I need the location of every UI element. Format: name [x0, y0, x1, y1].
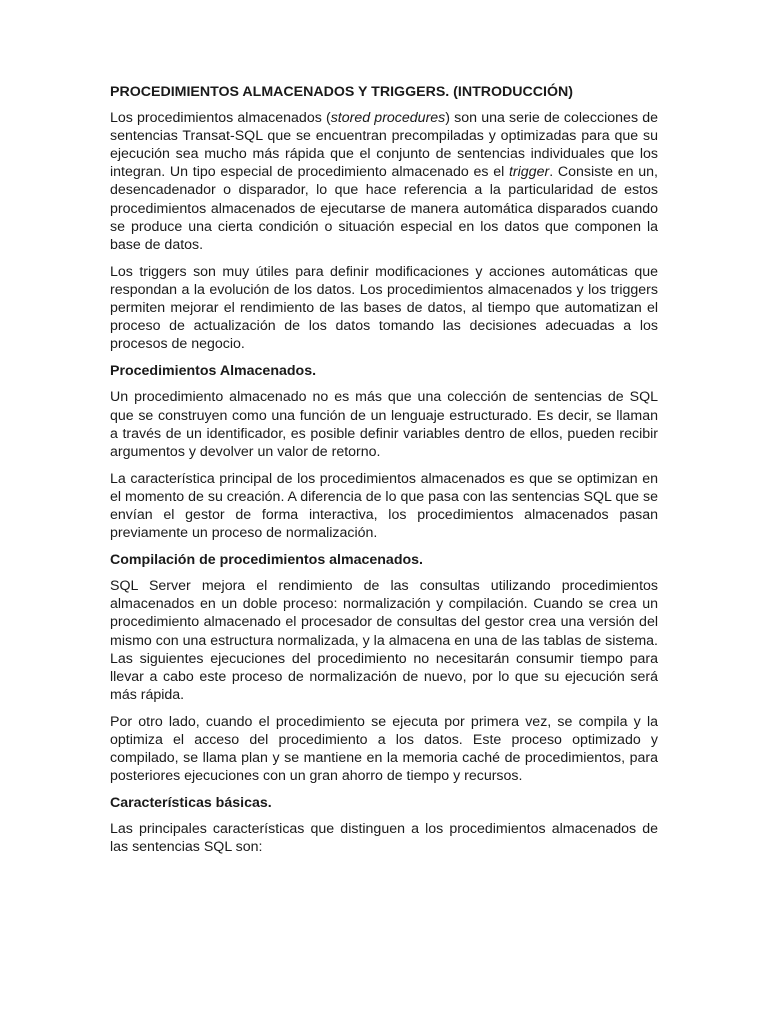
document-page [110, 83, 658, 866]
section-heading-compilacion: Compilación de procedimientos almacenados. [110, 552, 423, 569]
paragraph-intro-term-trigger: trigger [508, 164, 550, 181]
section-heading-procedimientos: Procedimientos Almacenados. [110, 363, 317, 380]
paragraph-definicion: Un procedimiento almacenado no es más que una colección de sentencias de SQL que se construyen como una función de un lenguaje estructurado. Es decir, se llaman a través de un identificador, es posible definir variables dentro de ellos, pueden recibir argumentos y devolver un valor de retorno. [110, 389, 658, 460]
paragraph-intro [110, 109, 658, 254]
paragraph-caracteristicas-intro: Las principales características que distinguen a los procedimientos almacenados de las sentencias SQL son: [110, 821, 658, 856]
paragraph-intro-text-e: . Consiste en un, desencadenador o disparador, lo que hace referencia a la particularidad de estos procedimientos almacenados de ejecutarse de manera automática disparados cuando se produce una cierta condición o situación especial en los datos que componen la base de datos. [110, 164, 658, 253]
paragraph-intro-text-a: Los procedimientos almacenados ( [110, 110, 331, 127]
section-heading-caracteristicas: Características básicas. [110, 795, 272, 812]
paragraph-caracteristica-principal: La característica principal de los procedimientos almacenados es que se optimizan en el momento de su creación. A diferencia de lo que pasa con las sentencias SQL que se envían el gestor de forma interactiva, los procedimientos almacenados pasan previamente un proceso de normalización. [110, 470, 658, 542]
paragraph-sql-server: SQL Server mejora el rendimiento de las consultas utilizando procedimientos almacenados en un doble proceso: normalización y compilación. Cuando se crea un procedimiento almacenado el procesador de consultas del gestor crea una versión del mismo con una estructura normalizada, y la almacena en una de las tablas de sistema. Las siguientes ejecuciones del procedimiento no necesitarán consumir tiempo para llevar a cabo este proceso de normalización de nuevo, por lo que su ejecución será más rápida. [110, 578, 658, 703]
document-title: PROCEDIMIENTOS ALMACENADOS Y TRIGGERS. (INTRODUCCIÓN) [110, 84, 573, 100]
paragraph-intro-term-stored-procedures: stored procedures [330, 110, 446, 127]
paragraph-intro-text-c: ) son una serie de colecciones de sentencias Transat-SQL que se encuentran precompiladas y optimizadas para que su ejecución sea mucho más rápida que el conjunto de sentencias individuales que los integran. Un tipo especial de procedimiento almacenado es el [110, 110, 658, 181]
paragraph-plan: Por otro lado, cuando el procedimiento se ejecuta por primera vez, se compila y la optimiza el acceso del procedimiento a los datos. Este proceso optimizado y compilado, se llama plan y se mantiene en la memoria caché de procedimientos, para posteriores ejecuciones con un gran ahorro de tiempo y recursos. [110, 713, 658, 785]
paragraph-triggers: Los triggers son muy útiles para definir modificaciones y acciones automáticas que respondan a la evolución de los datos. Los procedimientos almacenados y los triggers permiten mejorar el rendimiento de las bases de datos, al tiempo que automatizan el proceso de actualización de los datos tomando las decisiones adecuadas a los procesos de negocio. [110, 263, 658, 353]
